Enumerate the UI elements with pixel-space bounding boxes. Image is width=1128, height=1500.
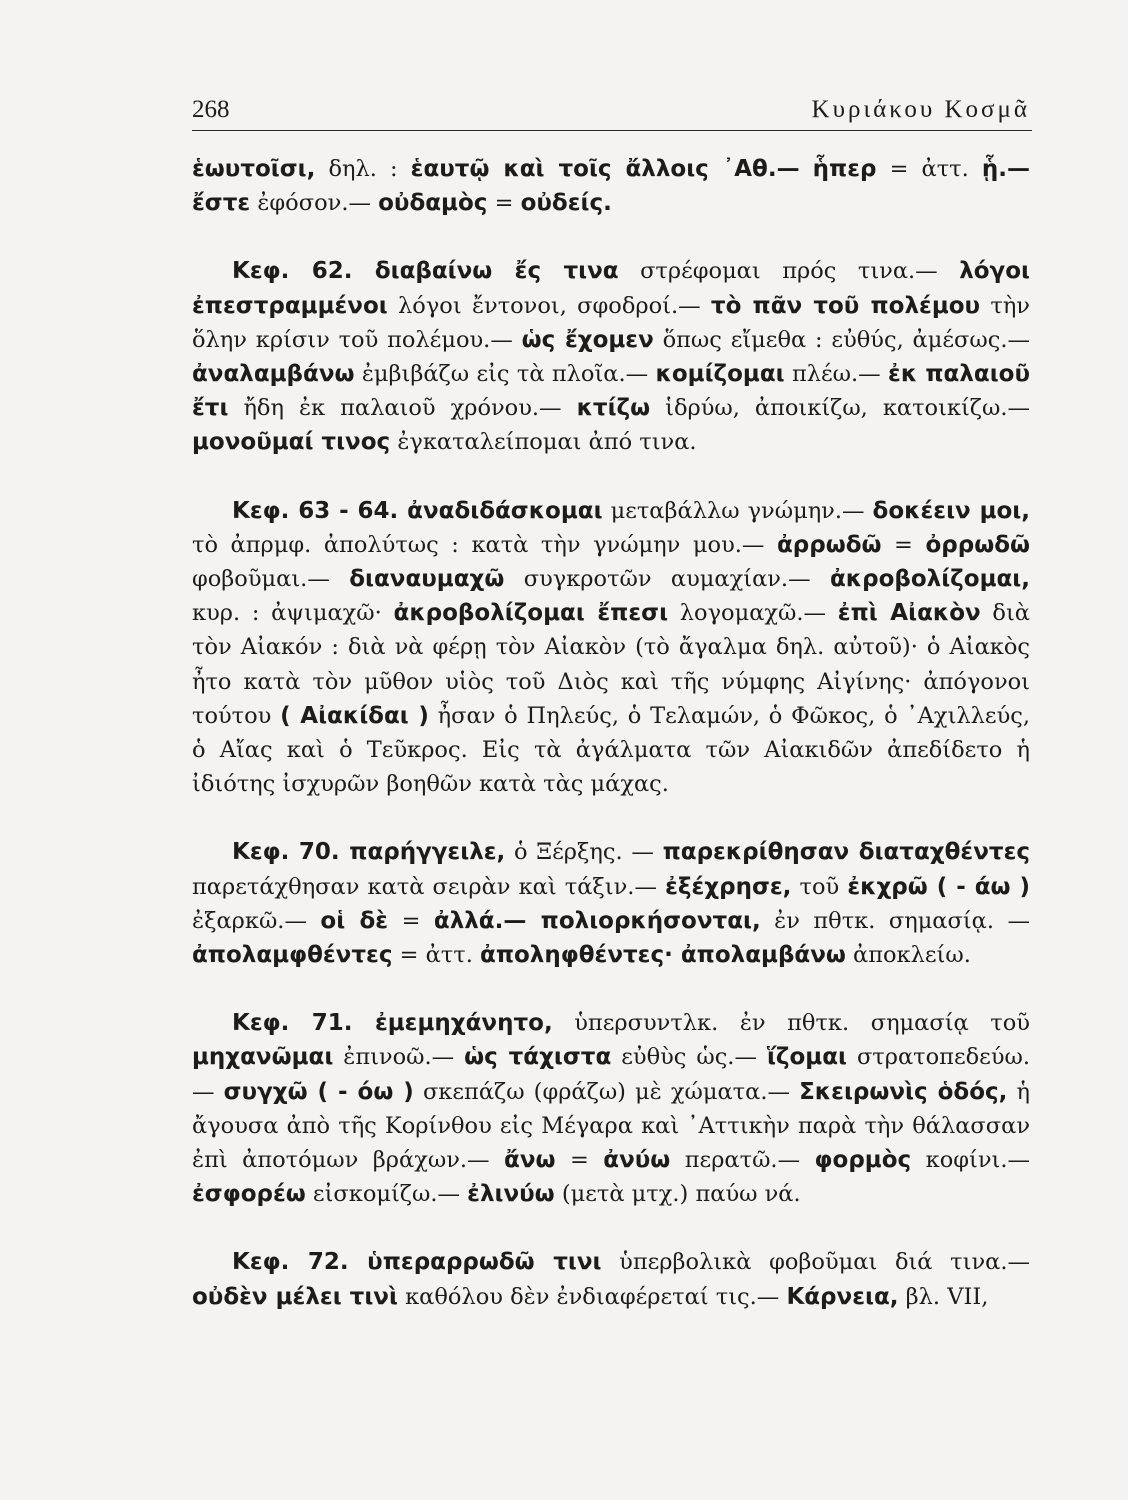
running-head: Κυριάκου Κοσμᾶ — [811, 96, 1030, 123]
gloss-text: ἐγκαταλείπομαι ἀπό τινα. — [390, 429, 697, 456]
gloss-text: = ἀττ. — [392, 942, 481, 969]
lemma-term: ὑπεραρρωδῶ τινι — [367, 1249, 602, 1276]
paragraph-chapter-62 — [192, 254, 1030, 459]
lemma-term: κομίζομαι — [655, 361, 785, 388]
lemma-term: δοκέειν μοι, — [872, 497, 1031, 524]
gloss-text: τὴν ὅλην κρίσιν τοῦ πολέμου.— — [192, 292, 1030, 353]
gloss-text: κοφίνι.— — [911, 1147, 1030, 1174]
lemma-term: ἐξέχρησε, — [665, 873, 792, 900]
lemma-term: οὐδείς. — [520, 190, 612, 217]
lemma-term: Κεφ. 62. — [232, 258, 375, 285]
lemma-term: Κεφ. 70. — [232, 839, 350, 866]
lemma-term: ἐπὶ Αἰακὸν — [837, 600, 981, 627]
lemma-term: μηχανῶμαι — [192, 1044, 334, 1071]
gloss-text: πλέω.— — [784, 361, 889, 388]
lemma-term: Κεφ. 71. — [232, 1010, 375, 1037]
paragraph-chapter-71 — [192, 1006, 1030, 1211]
gloss-text — [800, 156, 813, 182]
lemma-term: Κεφ. 72. — [232, 1249, 368, 1276]
gloss-text: ἀποκλείω. — [845, 942, 971, 969]
lemma-term: ἀναλαμβάνω — [192, 361, 355, 388]
gloss-text: ἐν πθτκ. σημασίᾳ. — — [760, 907, 1030, 934]
lemma-term: Κεφ. 63 - 64. — [232, 497, 408, 524]
gloss-text: = — [388, 907, 434, 934]
lemma-term: κτίζω — [576, 395, 651, 422]
gloss-text: = — [487, 190, 521, 217]
lemma-term: ἀπολαμφθέντες — [192, 942, 393, 969]
gloss-text: βλ. VII, — [898, 1283, 989, 1310]
lemma-term: οὐδὲν μέλει τινὶ — [192, 1283, 398, 1310]
lemma-term: ἀναδιδάσκομαι — [407, 497, 603, 524]
lemma-term: ἀκροβολίζομαι, — [829, 566, 1030, 593]
gloss-text: δηλ. : — [315, 156, 411, 182]
gloss-text: σκεπάζω (φράζω) μὲ χώματα.— — [413, 1078, 800, 1105]
lemma-term: διαναυμαχῶ — [349, 566, 505, 593]
lemma-term: ἐκ παλαιοῦ ἔτι — [192, 361, 1031, 422]
lemma-term: ἑαυτῷ καὶ τοῖς ἄλλοις ᾿Αθ.— — [410, 156, 800, 182]
lemma-term: φορμὸς — [814, 1147, 912, 1174]
lemma-term: ἐλινύω — [467, 1181, 555, 1208]
gloss-text: εἰσκομίζω.— — [305, 1181, 468, 1208]
gloss-text: στρατοπεδεύω.— — [192, 1044, 1030, 1105]
gloss-text: τοῦ — [791, 873, 848, 900]
gloss-text: λογομαχῶ.— — [668, 600, 838, 627]
lemma-term: οἱ δὲ — [320, 907, 389, 934]
gloss-text: καθόλου δὲν ἐνδιαφέρεταί τις.— — [397, 1283, 787, 1310]
lemma-term: ἐσφορέω — [192, 1181, 306, 1208]
gloss-text: στρέφομαι πρός τινα.— — [618, 258, 960, 285]
gloss-text: = ἀττ. — [876, 156, 982, 182]
lemma-term: ἑωυτοῖσι, — [192, 156, 316, 182]
gloss-text: εὐθὺς ὡς.— — [611, 1044, 767, 1071]
gloss-text: ἐξαρκῶ.— — [192, 907, 321, 934]
lemma-term: ὡς ἔχομεν — [521, 326, 654, 353]
lemma-term: ᾗ.— — [981, 156, 1030, 182]
lemma-term: ( Αἰακίδαι ) — [280, 702, 429, 729]
lemma-term: Σκειρωνὶς ὁδός, — [799, 1078, 1008, 1105]
gloss-text: ὅπως εἴμεθα : εὐθύς, ἀμέσως.— — [653, 326, 1030, 353]
lemma-term: ὀρρωδῶ — [925, 531, 1030, 558]
paragraph-chapter-63-64 — [192, 494, 1030, 802]
page-number: 268 — [192, 96, 230, 123]
gloss-text: ἐφόσον.— — [250, 190, 379, 217]
lemma-term: ἀνύω — [603, 1147, 671, 1174]
lemma-term: συγχῶ ( - όω ) — [223, 1078, 414, 1105]
lemma-term: ἐμεμηχάνητο, — [374, 1010, 553, 1037]
lemma-term: ἀκροβολίζομαι ἔπεσι — [393, 600, 669, 627]
lemma-term: διαβαίνω ἔς τινα — [374, 258, 619, 285]
gloss-text: διὰ τὸν Αἰακόν : διὰ νὰ φέρῃ τὸν Αἰακὸν (τὸ ἄγαλμα δηλ. αὐτοῦ)· ὁ Αἰακὸς ἦτο κατὰ τὸν μῦθον υἱὸς τοῦ Διὸς καὶ τῆς νύμφης Αἰγίνης· ἀπόγονοι τούτου — [192, 600, 1030, 729]
gloss-text: φοβοῦμαι.— — [192, 566, 350, 593]
paragraph-chapter-70 — [192, 835, 1030, 972]
paragraph-chapter-72 — [192, 1245, 1030, 1313]
lemma-term: ὡς τάχιστα — [464, 1044, 612, 1071]
gloss-text: λόγοι ἔντονοι, σφοδροί.— — [387, 292, 711, 319]
gloss-text: τὸ ἀπρμφ. ἀπολύτως : κατὰ τὴν γνώμην μου.— — [192, 531, 777, 558]
gloss-text: ἐμβιβάζω εἰς τὰ πλοῖα.— — [354, 361, 656, 388]
gloss-text: παρετάχθησαν κατὰ σειρὰν καὶ τάξιν.— — [192, 873, 666, 900]
lemma-term: τὸ πᾶν τοῦ πολέμου — [710, 292, 981, 319]
lemma-term: μονοῦμαί τινος — [192, 429, 391, 456]
lemma-term: ἀρρωδῶ — [776, 531, 882, 558]
lemma-term: Κάρνεια, — [786, 1283, 899, 1310]
gloss-text: περατῶ.— — [670, 1147, 815, 1174]
gloss-text: μεταβάλλω γνώμην.— — [602, 497, 873, 524]
gloss-text: συγκροτῶν αυμαχίαν.— — [504, 566, 830, 593]
lemma-term: ἧπερ — [812, 156, 877, 182]
lemma-term: ἔστε — [192, 190, 251, 217]
gloss-text: (μετὰ μτχ.) παύω νά. — [554, 1181, 801, 1208]
gloss-text: ὁ Ξέρξης. — — [505, 839, 663, 866]
lemma-term: ἵζομαι — [766, 1044, 847, 1071]
gloss-text: ἐπινοῶ.— — [333, 1044, 465, 1071]
lemma-term: ἀποληφθέντες· ἀπολαμβάνω — [480, 942, 846, 969]
lemma-term: ἀλλά.— πολιορκήσονται, — [433, 907, 761, 934]
lemma-term: παρεκρίθησαν διαταχθέντες — [662, 839, 1031, 866]
gloss-text: = — [881, 531, 926, 558]
gloss-text: ἡ ἄγουσα ἀπὸ τῆς Κορίνθου εἰς Μέγαρα καὶ ᾿Αττικὴν παρὰ τὴν θάλασσαν ἐπὶ ἀποτόμων βράχων.— — [192, 1078, 1030, 1174]
gloss-text: = — [555, 1147, 604, 1174]
gloss-text: ὑπερβολικὰ φοβοῦμαι διά τινα.— — [601, 1249, 1030, 1276]
lemma-term: ἐκχρῶ ( - άω ) — [847, 873, 1030, 900]
gloss-text: ἦσαν ὁ Πηλεύς, ὁ Τελαμών, ὁ Φῶκος, ὁ ᾿Αχιλλεύς, ὁ Αἴας καὶ ὁ Τεῦκρος. Εἰς τὰ ἀγάλματα τῶν Αἰακιδῶν ἀπεδίδετο ἡ ἰδιότης ἰσχυρῶν βοηθῶν κατὰ τὰς μάχας. — [192, 702, 1030, 798]
gloss-text: κυρ. : ἀψιμαχῶ· — [192, 600, 394, 627]
lemma-term: παρήγγειλε, — [349, 839, 506, 866]
gloss-text: ἱδρύω, ἀποικίζω, κατοικίζω.— — [650, 395, 1030, 422]
page-header — [192, 96, 1032, 131]
commentary-text — [192, 152, 1030, 1314]
gloss-text: ὑπερσυντλκ. ἐν πθτκ. σημασίᾳ τοῦ — [552, 1010, 1030, 1037]
lemma-term: οὐδαμὸς — [378, 190, 488, 217]
paragraph-continuation — [192, 152, 1030, 220]
lemma-term: λόγοι ἐπεστραμμένοι — [192, 258, 1030, 319]
gloss-text: ἤδη ἐκ παλαιοῦ χρόνου.— — [228, 395, 577, 422]
lemma-term: ἄνω — [504, 1147, 556, 1174]
